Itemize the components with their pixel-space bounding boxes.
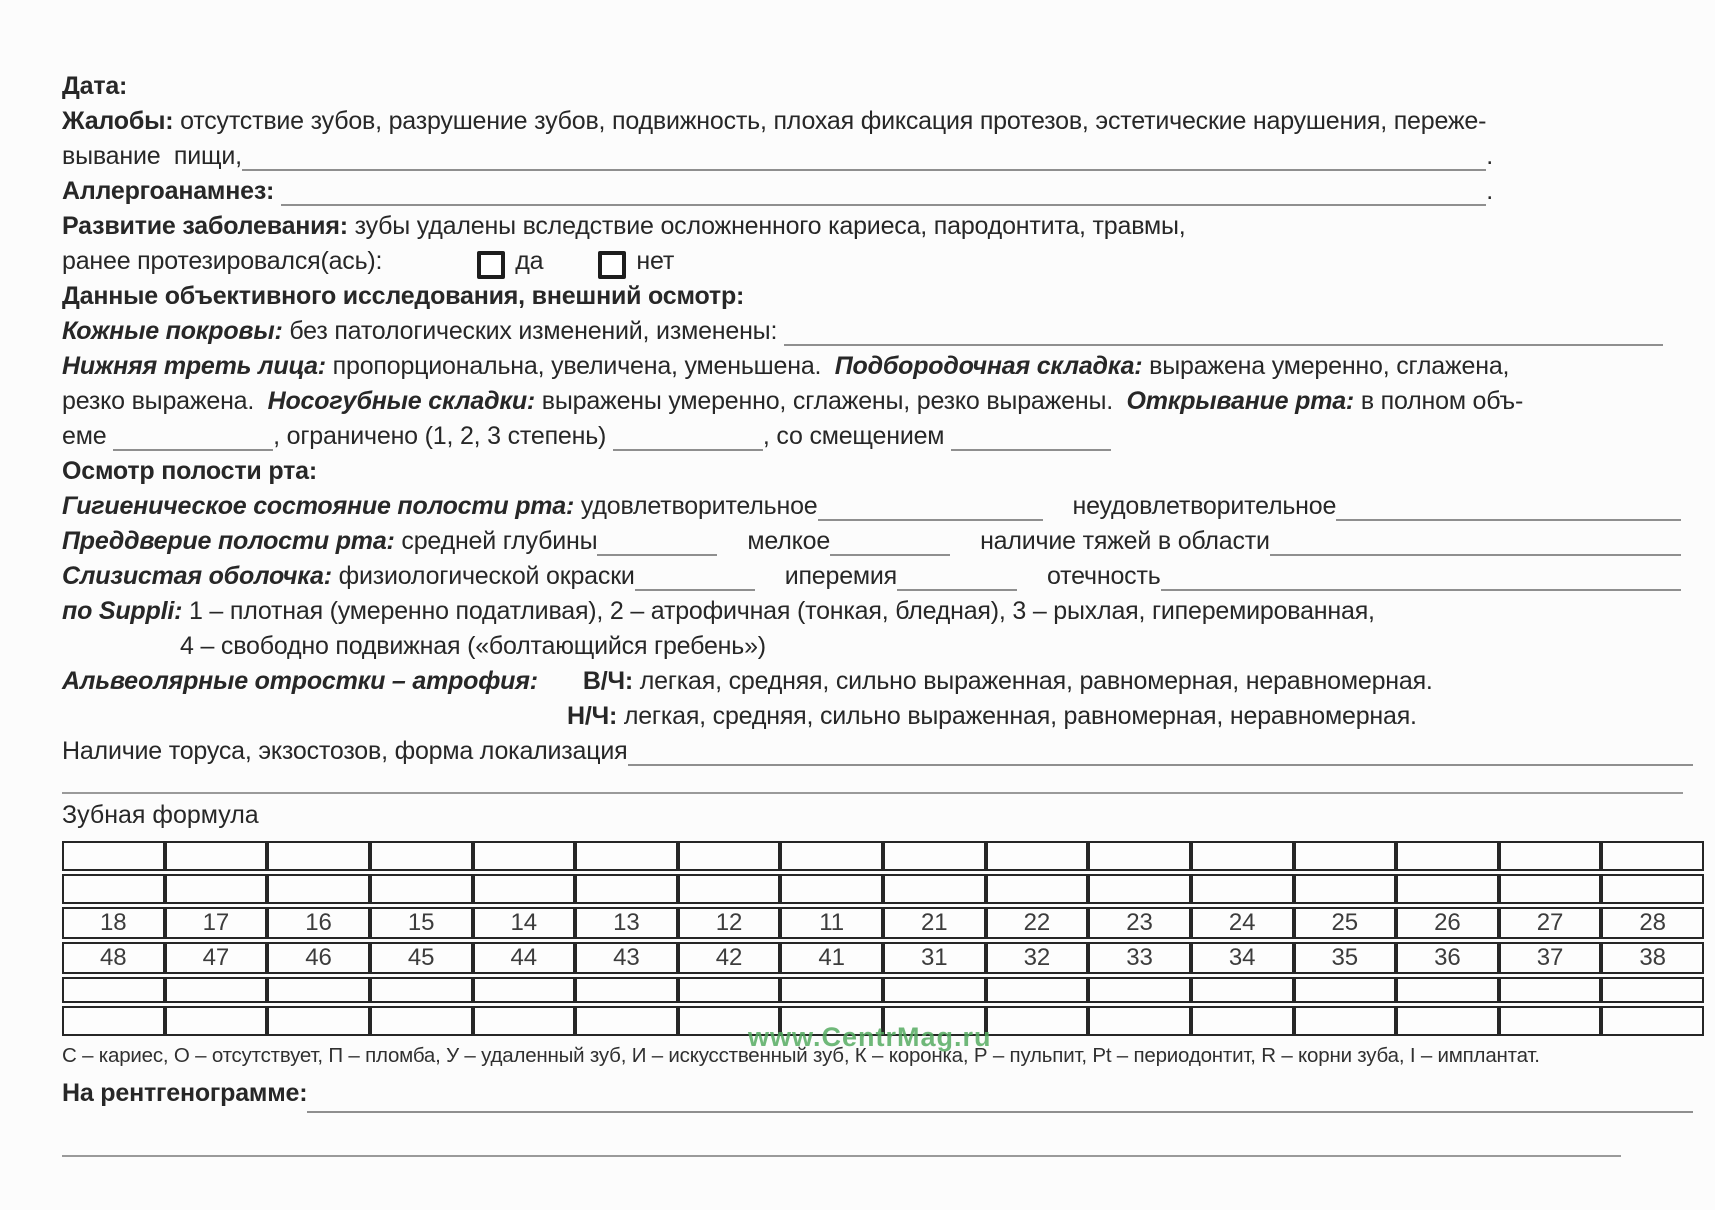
- tooth-cell-empty[interactable]: [575, 841, 678, 871]
- tooth-cell-empty[interactable]: [986, 977, 1089, 1003]
- tooth-number: 37: [1499, 942, 1602, 974]
- mouth-opening-text: в полном объ-: [1360, 387, 1524, 415]
- tooth-number: 35: [1294, 942, 1397, 974]
- skin-line: [62, 317, 1693, 352]
- tooth-number: 42: [678, 942, 781, 974]
- tooth-cell-empty[interactable]: [1499, 1006, 1602, 1036]
- tooth-number: 18: [62, 907, 165, 939]
- tooth-number-row-upper: [62, 907, 1704, 939]
- tooth-cell-empty[interactable]: [986, 841, 1089, 871]
- oral-header: Осмотр полости рта:: [62, 457, 317, 485]
- tooth-cell-empty[interactable]: [1294, 1006, 1397, 1036]
- tooth-number: 16: [267, 907, 370, 939]
- tooth-cell-empty[interactable]: [1088, 874, 1191, 904]
- complaints-line: [62, 107, 1693, 142]
- complaints-carry-line: [62, 142, 1693, 177]
- checkbox-yes[interactable]: [477, 251, 505, 279]
- tooth-cell-empty[interactable]: [165, 1006, 268, 1036]
- mouth-opening-label: Открывание рта:: [1126, 387, 1361, 415]
- complaints-carry-text: вывание пищи,: [62, 142, 242, 170]
- vestibule-blank-bands[interactable]: [1270, 552, 1681, 556]
- disease-text: зубы удалены вследствие осложненного кариеса, пародонтита, травмы,: [354, 212, 1186, 240]
- prosthetics-line: [62, 247, 1693, 282]
- allergy-blank-field[interactable]: [281, 202, 1486, 206]
- tooth-status-row-lower-inner: [62, 977, 1704, 1003]
- checkbox-yes-label: да: [515, 247, 544, 275]
- nasolabial-text: выражены умеренно, сглажены, резко выражены.: [541, 387, 1127, 415]
- mouth-opening-limited: , ограничено (1, 2, 3 степень): [273, 422, 613, 450]
- tooth-number: 24: [1191, 907, 1294, 939]
- tooth-cell-empty[interactable]: [575, 977, 678, 1003]
- tooth-cell-empty[interactable]: [1396, 874, 1499, 904]
- skin-text: без патологических изменений, изменены:: [289, 317, 784, 345]
- alveolar-upper-text: легкая, средняя, сильно выраженная, равномерная, неравномерная.: [639, 667, 1433, 695]
- mouth-opening-carry: еме: [62, 422, 114, 450]
- xray-blank-field[interactable]: [307, 1109, 1693, 1113]
- tooth-cell-empty[interactable]: [986, 874, 1089, 904]
- alveolar-upper-line: [62, 667, 1693, 702]
- watermark: www.CentrMag.ru: [748, 1022, 992, 1052]
- xray-label: На рентгенограмме:: [62, 1079, 308, 1107]
- tooth-cell-empty[interactable]: [1294, 841, 1397, 871]
- sharp-text: резко выражена.: [62, 387, 268, 415]
- nasolabial-label: Носогубные складки:: [267, 387, 542, 415]
- lower-face-line: [62, 352, 1693, 387]
- skin-label: Кожные покровы:: [62, 317, 290, 345]
- vestibule-blank-medium[interactable]: [597, 552, 717, 556]
- mucosa-blank-hyperemia[interactable]: [897, 587, 1017, 591]
- tooth-cell-empty[interactable]: [62, 874, 165, 904]
- allergy-label: Аллергоанамнез:: [62, 177, 281, 205]
- tooth-cell-empty[interactable]: [780, 977, 883, 1003]
- date-label: Дата:: [62, 72, 128, 100]
- tooth-number: 36: [1396, 942, 1499, 974]
- tooth-cell-empty[interactable]: [1088, 977, 1191, 1003]
- tooth-cell-empty[interactable]: [678, 841, 781, 871]
- mucosa-line: [62, 562, 1693, 597]
- tooth-cell-empty[interactable]: [1294, 874, 1397, 904]
- tooth-number: 27: [1499, 907, 1602, 939]
- objective-header: Данные объективного исследования, внешний осмотр:: [62, 282, 745, 310]
- hygiene-opt-bad: неудовлетворительное: [1072, 492, 1337, 520]
- tooth-number: 38: [1601, 942, 1704, 974]
- dental-formula-label: Зубная формула: [62, 800, 259, 829]
- tooth-number: 32: [986, 942, 1089, 974]
- tooth-number: 12: [678, 907, 781, 939]
- tooth-cell-empty[interactable]: [1601, 841, 1704, 871]
- lower-face-label: Нижняя треть лица:: [62, 352, 333, 380]
- hygiene-blank-bad[interactable]: [1336, 517, 1681, 521]
- tooth-cell-empty[interactable]: [370, 874, 473, 904]
- tooth-cell-empty[interactable]: [165, 874, 268, 904]
- hygiene-line: [62, 492, 1693, 527]
- mouth-opening-blank-3[interactable]: [951, 447, 1111, 451]
- tooth-cell-empty[interactable]: [267, 977, 370, 1003]
- tooth-cell-empty[interactable]: [1601, 874, 1704, 904]
- chin-fold-label: Подбородочная складка:: [834, 352, 1150, 380]
- chin-fold-text: выражена умеренно, сглажена,: [1149, 352, 1510, 380]
- tooth-number: 41: [780, 942, 883, 974]
- tooth-cell-empty[interactable]: [883, 874, 986, 904]
- tooth-cell-empty[interactable]: [62, 1006, 165, 1036]
- tooth-cell-empty[interactable]: [1191, 1006, 1294, 1036]
- tooth-number: 31: [883, 942, 986, 974]
- tooth-cell-empty[interactable]: [1601, 1006, 1704, 1036]
- alveolar-lower-label: Н/Ч:: [567, 702, 624, 730]
- bottom-blank-line[interactable]: [62, 1119, 1621, 1157]
- tooth-number: 21: [883, 907, 986, 939]
- extra-blank-line[interactable]: [62, 772, 1683, 794]
- tooth-cell-empty[interactable]: [1294, 977, 1397, 1003]
- mucosa-opt-color: физиологической окраски: [338, 562, 635, 590]
- tooth-cell-empty[interactable]: [370, 841, 473, 871]
- torus-text: Наличие торуса, экзостозов, форма локализация: [62, 737, 628, 765]
- tooth-cell-empty[interactable]: [575, 874, 678, 904]
- complaints-label: Жалобы:: [62, 107, 181, 135]
- checkbox-no-label: нет: [636, 247, 675, 275]
- tooth-number: 47: [165, 942, 268, 974]
- mucosa-opt-edema: отечность: [1047, 562, 1161, 590]
- disease-label: Развитие заболевания:: [62, 212, 355, 240]
- tooth-number: 34: [1191, 942, 1294, 974]
- tooth-number: 45: [370, 942, 473, 974]
- suppli-line-2: [62, 632, 1693, 667]
- lower-face-text: пропорциональна, увеличена, уменьшена.: [332, 352, 835, 380]
- tooth-number: 17: [165, 907, 268, 939]
- tooth-cell-empty[interactable]: [267, 1006, 370, 1036]
- torus-blank-field[interactable]: [628, 762, 1694, 766]
- tooth-cell-empty[interactable]: [62, 977, 165, 1003]
- alveolar-lower-line: [62, 702, 1693, 737]
- suppli-text-2: 4 – свободно подвижная («болтающийся гребень»): [180, 632, 766, 660]
- torus-line: [62, 737, 1693, 772]
- vestibule-label: Преддверие полости рта:: [62, 527, 402, 555]
- tooth-status-row-upper-outer: [62, 841, 1704, 871]
- mucosa-blank-edema[interactable]: [1161, 587, 1681, 591]
- mucosa-opt-hyperemia: иперемия: [784, 562, 898, 590]
- hygiene-label: Гигиеническое состояние полости рта:: [62, 492, 581, 520]
- vestibule-opt-bands: наличие тяжей в области: [980, 527, 1270, 555]
- tooth-cell-empty[interactable]: [370, 1006, 473, 1036]
- tooth-cell-empty[interactable]: [473, 1006, 576, 1036]
- vestibule-line: [62, 527, 1693, 562]
- tooth-cell-empty[interactable]: [883, 977, 986, 1003]
- tooth-cell-empty[interactable]: [473, 874, 576, 904]
- tooth-cell-empty[interactable]: [473, 977, 576, 1003]
- alveolar-upper-label: В/Ч:: [582, 667, 640, 695]
- legend-text: С – кариес, О – отсутствует, П – пломба, У – удаленный зуб, И – искусственный зуб, К – коронка, Р – пульпит, Pt – периодонтит, R – корни зуба, I – имплантат.: [62, 1044, 1540, 1067]
- hygiene-opt-good: удовлетворительное: [580, 492, 818, 520]
- checkbox-no[interactable]: [598, 251, 626, 279]
- tooth-cell-empty[interactable]: [678, 977, 781, 1003]
- tooth-cell-empty[interactable]: [575, 1006, 678, 1036]
- tooth-cell-empty[interactable]: [165, 977, 268, 1003]
- tooth-cell-empty[interactable]: [267, 874, 370, 904]
- tooth-cell-empty[interactable]: [1601, 977, 1704, 1003]
- tooth-cell-empty[interactable]: [1088, 1006, 1191, 1036]
- mucosa-blank-color[interactable]: [635, 587, 755, 591]
- tooth-cell-empty[interactable]: [267, 841, 370, 871]
- vestibule-blank-small[interactable]: [830, 552, 950, 556]
- tooth-cell-empty[interactable]: [370, 977, 473, 1003]
- tooth-number: 13: [575, 907, 678, 939]
- tooth-cell-empty[interactable]: [1499, 841, 1602, 871]
- tooth-number: 23: [1088, 907, 1191, 939]
- tooth-number: 22: [986, 907, 1089, 939]
- tooth-cell-empty[interactable]: [1396, 977, 1499, 1003]
- tooth-number: 14: [473, 907, 576, 939]
- tooth-chart-table: [62, 838, 1704, 1039]
- suppli-text-1: 1 – плотная (умеренно податливая), 2 – атрофичная (тонкая, бледная), 3 – рыхлая, гиперемированная,: [188, 597, 1375, 625]
- hygiene-blank-good[interactable]: [818, 517, 1043, 521]
- tooth-number: 44: [473, 942, 576, 974]
- mouth-opening-shifted: , со смещением: [762, 422, 952, 450]
- tooth-cell-empty[interactable]: [883, 841, 986, 871]
- tooth-number: 11: [780, 907, 883, 939]
- complaints-blank-field[interactable]: [242, 167, 1486, 171]
- tooth-cell-empty[interactable]: [780, 841, 883, 871]
- tooth-cell-empty[interactable]: [1191, 841, 1294, 871]
- tooth-number-row-lower: [62, 942, 1704, 974]
- tooth-cell-empty[interactable]: [1191, 977, 1294, 1003]
- tooth-number: 26: [1396, 907, 1499, 939]
- tooth-number: 43: [575, 942, 678, 974]
- tooth-cell-empty[interactable]: [473, 841, 576, 871]
- tooth-status-row-upper-inner: [62, 874, 1704, 904]
- tooth-cell-empty[interactable]: [1396, 841, 1499, 871]
- allergy-line: [62, 177, 1693, 212]
- date-line: [62, 72, 1693, 107]
- tooth-cell-empty[interactable]: [780, 874, 883, 904]
- period: .: [1486, 142, 1493, 170]
- suppli-line-1: [62, 597, 1693, 632]
- skin-blank-field[interactable]: [784, 342, 1663, 346]
- tooth-number: 15: [370, 907, 473, 939]
- alveolar-lower-text: легкая, средняя, сильно выраженная, равномерная, неравномерная.: [623, 702, 1417, 730]
- mouth-opening-blank-2[interactable]: [613, 447, 763, 451]
- tooth-number: 33: [1088, 942, 1191, 974]
- mucosa-label: Слизистая оболочка:: [62, 562, 339, 590]
- dental-formula-title: [62, 794, 1693, 836]
- tooth-cell-empty[interactable]: [986, 1006, 1089, 1036]
- tooth-cell-empty[interactable]: [1499, 977, 1602, 1003]
- tooth-cell-empty[interactable]: [1396, 1006, 1499, 1036]
- tooth-cell-empty[interactable]: [1499, 874, 1602, 904]
- tooth-cell-empty[interactable]: [1088, 841, 1191, 871]
- tooth-cell-empty[interactable]: [678, 874, 781, 904]
- nasolabial-line: [62, 387, 1693, 422]
- xray-line: [62, 1079, 1693, 1119]
- tooth-number: 25: [1294, 907, 1397, 939]
- mouth-opening-carry-line: [62, 422, 1693, 457]
- disease-line: [62, 212, 1693, 247]
- tooth-number: 48: [62, 942, 165, 974]
- tooth-cell-empty[interactable]: [62, 841, 165, 871]
- oral-header-line: [62, 457, 1693, 492]
- tooth-number: 46: [267, 942, 370, 974]
- tooth-cell-empty[interactable]: [1191, 874, 1294, 904]
- alveolar-label: Альвеолярные отростки – атрофия:: [62, 667, 538, 695]
- tooth-number: 28: [1601, 907, 1704, 939]
- mouth-opening-blank-1[interactable]: [113, 447, 273, 451]
- period: .: [1486, 177, 1493, 205]
- prosthetics-label: ранее протезировался(ась):: [62, 247, 383, 275]
- complaints-text: отсутствие зубов, разрушение зубов, подвижность, плохая фиксация протезов, эстетические нарушения, переже-: [180, 107, 1487, 135]
- objective-header-line: [62, 282, 1693, 317]
- suppli-label: по Suppli:: [62, 597, 189, 625]
- tooth-cell-empty[interactable]: [165, 841, 268, 871]
- vestibule-opt-medium: средней глубины: [401, 527, 598, 555]
- vestibule-opt-small: мелкое: [747, 527, 831, 555]
